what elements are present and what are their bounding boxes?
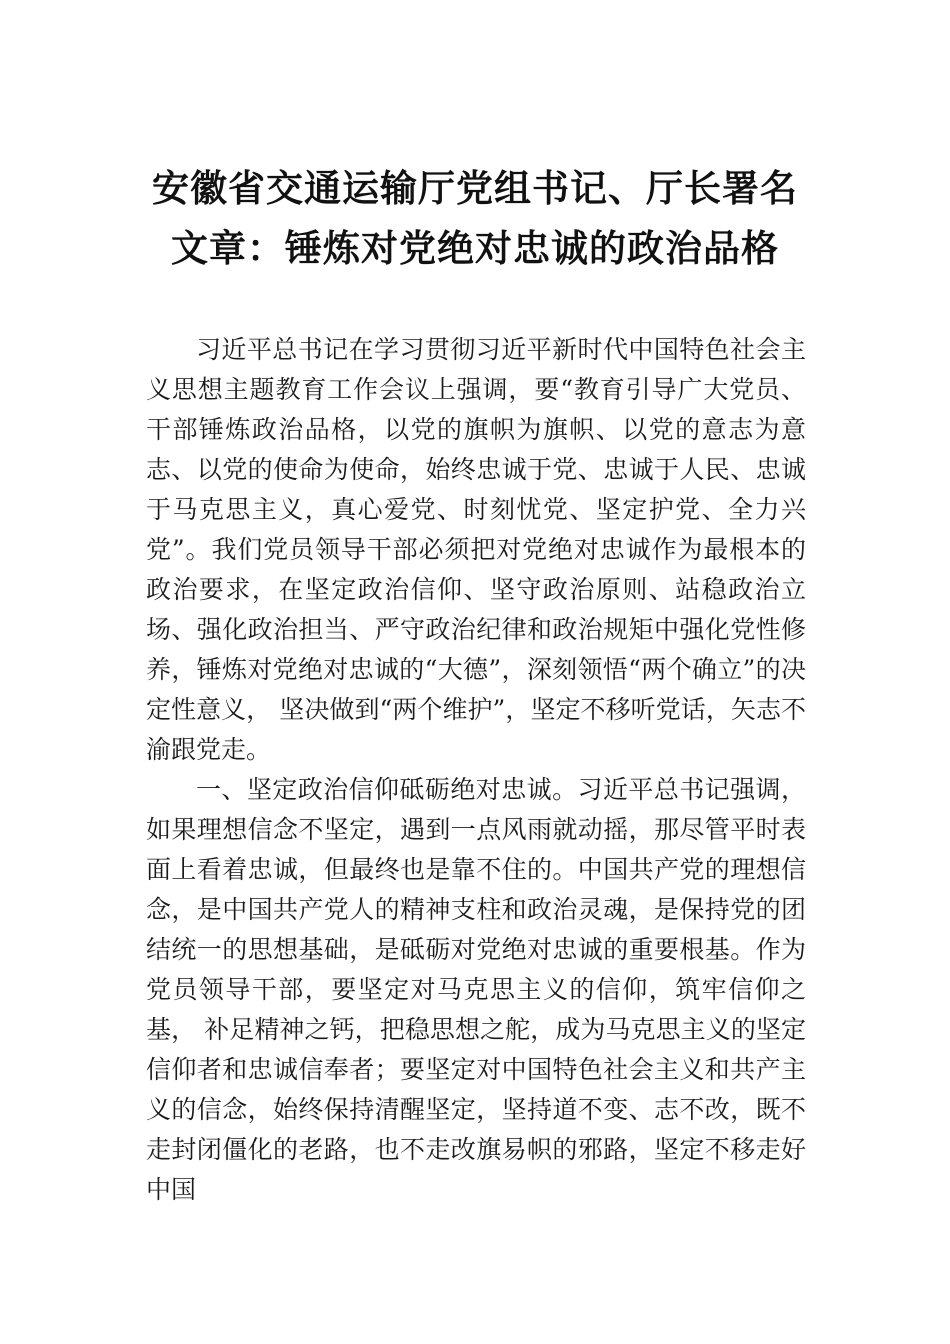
paragraph-section-one: 一、坚定政治信仰砥砺绝对忠诚。习近平总书记强调，如果理想信念不坚定，遇到一点风雨就动摇，那尽管平时表面上看着忠诚，但最终也是靠不住的。中国共产党的理想信念，是中国共产党人的精神支柱和政治灵魂，是保持党的团结统一的思想基础，是砥砺对党绝对忠诚的重要根基。作为党员领导干部，要坚定对马克思主义的信仰，筑牢信仰之基， 补足精神之钙，把稳思想之舵，成为马克思主义的坚定信仰者和忠诚信奉者；要坚定对中国特色社会主义和共产主义的信念，始终保持清醒坚定，坚持道不变、志不改，既不走封闭僵化的老路，也不走改旗易帜的邪路，坚定不移走好中国 — [146, 775, 806, 1204]
document-body — [146, 330, 806, 1210]
document-title: 安徽省交通运输厅党组书记、厅长署名文章：锤炼对党绝对忠诚的政治品格 — [152, 166, 798, 270]
paragraph-intro: 习近平总书记在学习贯彻习近平新时代中国特色社会主义思想主题教育工作会议上强调，要“教育引导广大党员、干部锤炼政治品格，以党的旗帜为旗帜、以党的意志为意志、以党的使命为使命，始终忠诚于党、忠诚于人民、忠诚于马克思主义，真心爱党、时刻忧党、坚定护党、全力兴党”。我们党员领导干部必须把对党绝对忠诚作为最根本的政治要求，在坚定政治信仰、坚守政治原则、站稳政治立场、强化政治担当、严守政治纪律和政治规矩中强化党性修养，锤炼对党绝对忠诚的“大德”，深刻领悟“两个确立”的决定性意义， 坚决做到“两个维护”，坚定不移听党话，矢志不渝跟党走。 — [146, 335, 806, 764]
